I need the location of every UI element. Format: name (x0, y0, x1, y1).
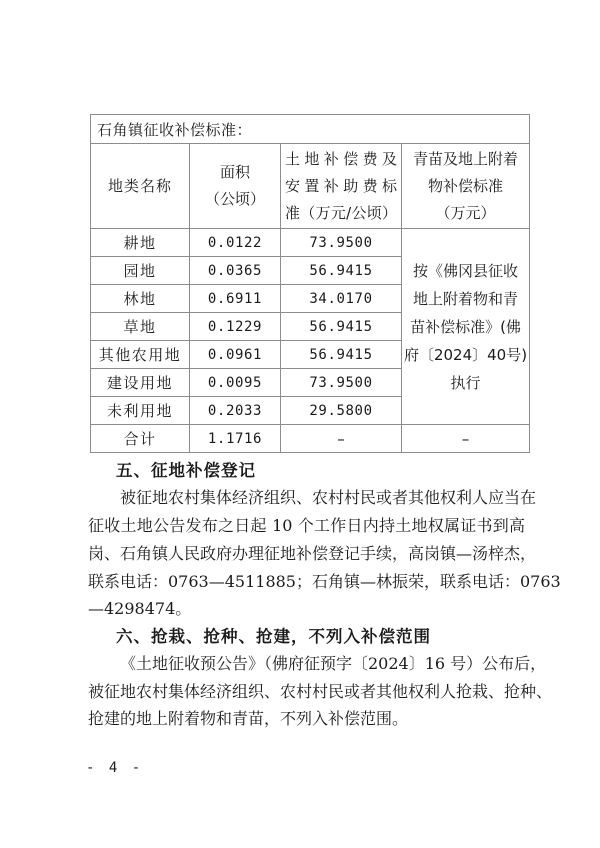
cell-fee: 56.9415 (281, 341, 402, 369)
section5-heading: 五、征地补偿登记 (116, 461, 256, 480)
cell-land-type: 林地 (91, 285, 190, 313)
cell-land-type: 其他农用地 (91, 341, 190, 369)
table-row (91, 229, 530, 257)
section6-heading: 六、抢栽、抢种、抢建，不列入补偿范围 (116, 627, 431, 646)
cell-land-type: 耕地 (91, 229, 190, 257)
cell-fee: 73.9500 (281, 229, 402, 257)
page-number: - 4 - (86, 760, 144, 776)
cell-area: 0.6911 (190, 285, 281, 313)
table-header-row (91, 144, 530, 229)
cell-area: 0.1229 (190, 313, 281, 341)
cell-area: 0.0365 (190, 257, 281, 285)
header-land-fee: 土地补偿费及 安置补助费标 准（万元/公顷） (281, 144, 402, 229)
cell-area: 0.2033 (190, 397, 281, 425)
section6-paragraph-line: 被征地农村集体经济组织、农村村民或者其他权利人抢栽、抢种、 (88, 682, 553, 701)
cell-land-type: 未利用地 (91, 397, 190, 425)
cell-fee: 73.9500 (281, 369, 402, 397)
cell-land-type: 建设用地 (91, 369, 190, 397)
cell-land-type: 园地 (91, 257, 190, 285)
cell-land-type: 草地 (91, 313, 190, 341)
section5-paragraph-line: 被征地农村集体经济组织、农村村民或者其他权利人应当在 (120, 488, 537, 507)
table-title: 石角镇征收补偿标准： (91, 115, 530, 144)
section6-paragraph-line: 《土地征收预公告》（佛府征预字〔2024〕16 号）公布后， (120, 654, 547, 673)
cell-total-crop: – (402, 425, 530, 453)
cell-fee: 56.9415 (281, 257, 402, 285)
header-crop-compensation: 青苗及地上附着 物补偿标准 （万元） (402, 144, 530, 229)
header-area: 面积 （公顷） (190, 144, 281, 229)
compensation-standard-table (90, 114, 530, 453)
section5-paragraph-line: 岗、石角镇人民政府办理征地补偿登记手续，高岗镇—汤梓杰， (88, 544, 537, 563)
cell-area: 0.0122 (190, 229, 281, 257)
section5-paragraph-line: —4298474。 (88, 599, 192, 618)
cell-total-label: 合计 (91, 425, 190, 453)
cell-area: 0.0961 (190, 341, 281, 369)
section6-paragraph-line: 抢建的地上附着物和青苗，不列入补偿范围。 (88, 709, 409, 728)
cell-total-fee: – (281, 425, 402, 453)
section5-paragraph-line: 联系电话：0763—4511885；石角镇—林振荣，联系电话：0763 (88, 572, 561, 591)
cell-crop-standard-note: 按《佛冈县征收 地上附着物和青 苗补偿标准》(佛 府〔2024〕40号) 执行 (402, 229, 530, 425)
cell-total-area: 1.1716 (190, 425, 281, 453)
cell-area: 0.0095 (190, 369, 281, 397)
cell-fee: 56.9415 (281, 313, 402, 341)
cell-fee: 29.5800 (281, 397, 402, 425)
section5-paragraph-line: 征收土地公告发布之日起 10 个工作日内持土地权属证书到高 (88, 516, 525, 535)
cell-fee: 34.0170 (281, 285, 402, 313)
header-land-type: 地类名称 (91, 144, 190, 229)
table-total-row (91, 425, 530, 453)
